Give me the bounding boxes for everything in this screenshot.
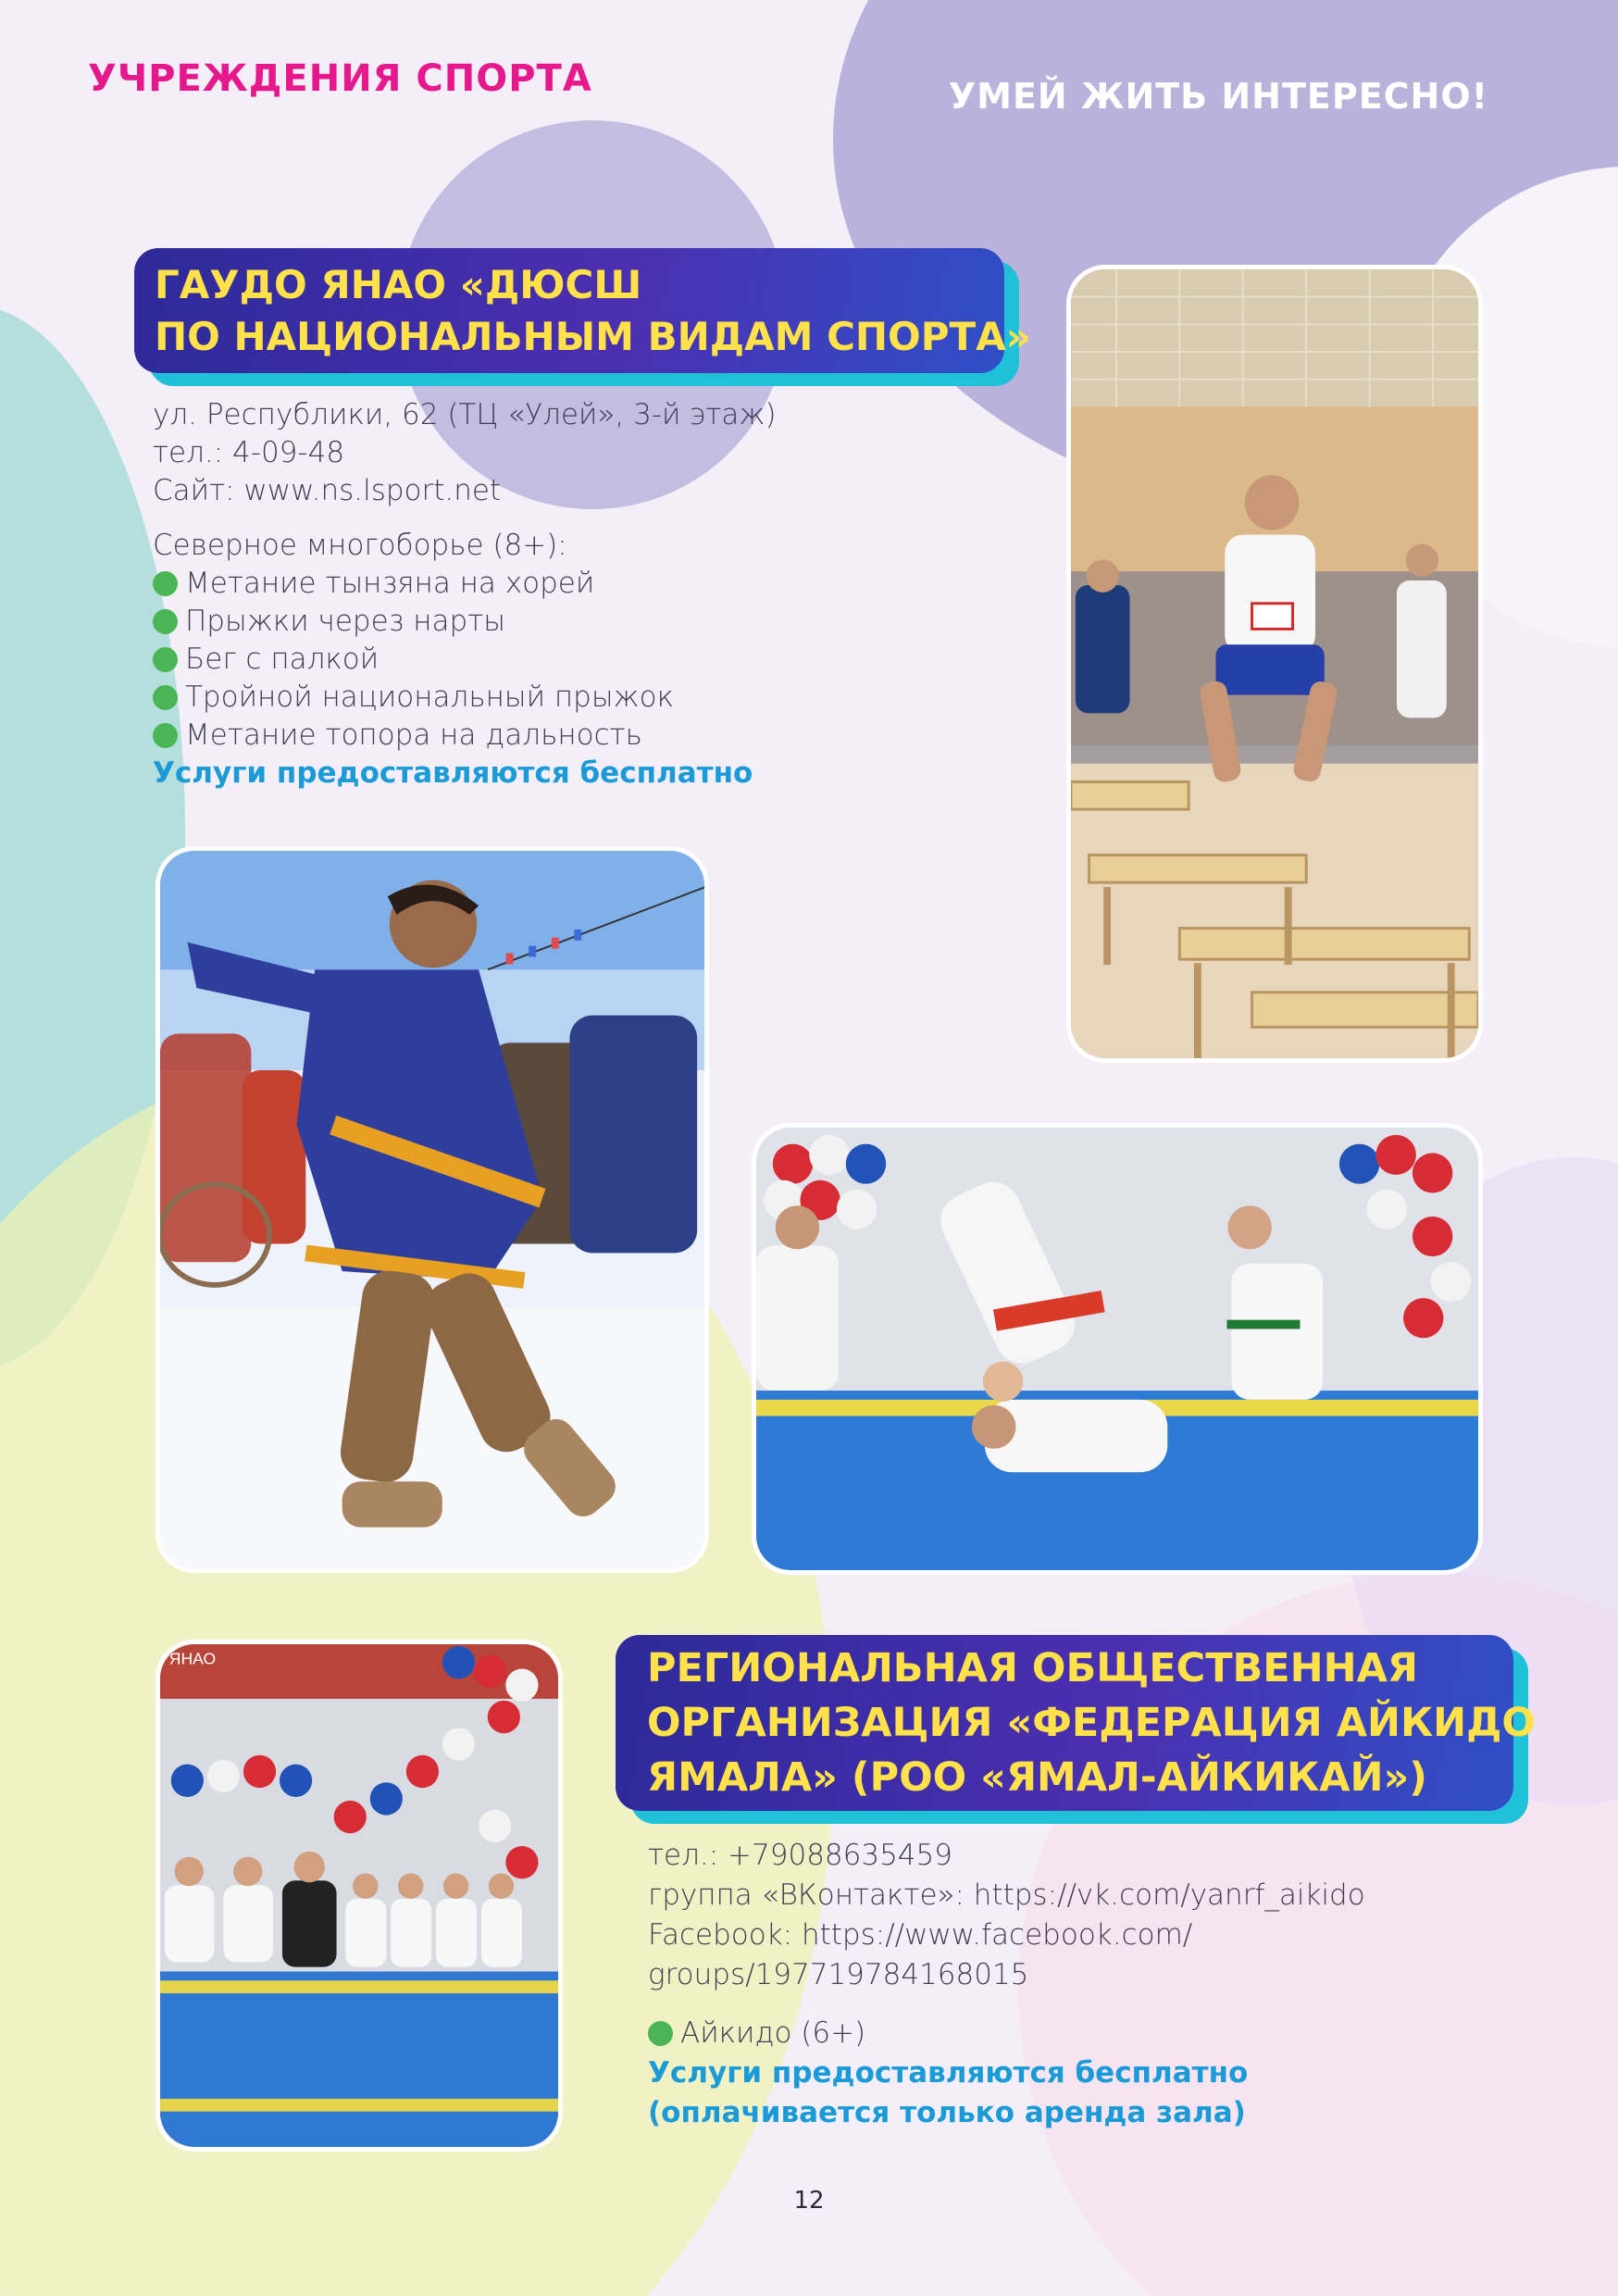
activity-label: Метание топора на дальность	[185, 718, 642, 752]
org1-program: Северное многоборье (8+):	[153, 529, 567, 562]
activity-label: Метание тынзяна на хорей	[185, 567, 595, 600]
org1-title-line: ПО НАЦИОНАЛЬНЫМ ВИДАМ СПОРТА»	[155, 313, 1031, 359]
activity-item	[153, 717, 777, 755]
org2-vk-link: группа «ВКонтакте»: https://vk.com/yanrf_aikido	[648, 1878, 1365, 1912]
org1-info	[153, 396, 777, 792]
section-heading: УЧРЕЖДЕНИЯ СПОРТА	[88, 57, 592, 100]
activity-item	[153, 565, 777, 603]
org2-free-note-cont: (оплачивается только аренда зала)	[648, 2096, 1246, 2129]
org2-info	[648, 1836, 1365, 2133]
org2-title-line: РЕГИОНАЛЬНАЯ ОБЩЕСТВЕННАЯ	[647, 1644, 1419, 1691]
page-number: 12	[793, 2187, 825, 2215]
bullet-dot-icon	[648, 2021, 673, 2046]
photo-aikido-group	[156, 1640, 563, 2152]
bullet-dot-icon	[153, 571, 178, 596]
bullet-dot-icon	[153, 723, 178, 748]
bullet-dot-icon	[153, 609, 178, 634]
org1-title-banner	[134, 248, 1031, 373]
org1-phone: тел.: 4-09-48	[153, 436, 345, 469]
bullet-dot-icon	[153, 647, 178, 672]
photo-tynzian-throw	[156, 846, 709, 1573]
activity-item	[153, 679, 777, 717]
activity-item	[648, 2014, 1365, 2053]
org2-title-banner	[616, 1635, 1536, 1811]
activity-label: Бег с палкой	[185, 643, 380, 676]
org2-facebook-link-cont: groups/197719784168015	[648, 1958, 1029, 1991]
bullet-dot-icon	[153, 685, 178, 710]
org1-address: ул. Республики, 62 (ТЦ «Улей», 3-й этаж)	[153, 398, 777, 431]
slogan: УМЕЙ ЖИТЬ ИНТЕРЕСНО!	[948, 76, 1488, 117]
org2-free-note: Услуги предоставляются бесплатно	[648, 2056, 1249, 2090]
activity-label: Прыжки через нарты	[185, 605, 505, 638]
banner-text: ЯНАО	[168, 1649, 217, 1668]
photo-sledge-jump	[1066, 265, 1483, 1063]
org2-title-line: ОРГАНИЗАЦИЯ «ФЕДЕРАЦИЯ АЙКИДО	[647, 1699, 1536, 1746]
activity-item	[153, 603, 777, 641]
org2-phone: тел.: +79088635459	[648, 1839, 952, 1872]
activity-label: Тройной национальный прыжок	[185, 680, 675, 714]
org1-free-note: Услуги предоставляются бесплатно	[153, 756, 753, 790]
activity-label: Айкидо (6+)	[680, 2016, 866, 2050]
org2-title-line: ЯМАЛА» (РОО «ЯМАЛ-АЙКИКАЙ»)	[647, 1753, 1427, 1801]
activity-item	[153, 641, 777, 679]
org1-title-line: ГАУДО ЯНАО «ДЮСШ	[155, 261, 642, 307]
org1-site: Сайт: www.ns.lsport.net	[153, 474, 502, 507]
photo-aikido-demo	[752, 1123, 1483, 1575]
org2-facebook-link: Facebook: https://www.facebook.com/	[648, 1918, 1193, 1952]
